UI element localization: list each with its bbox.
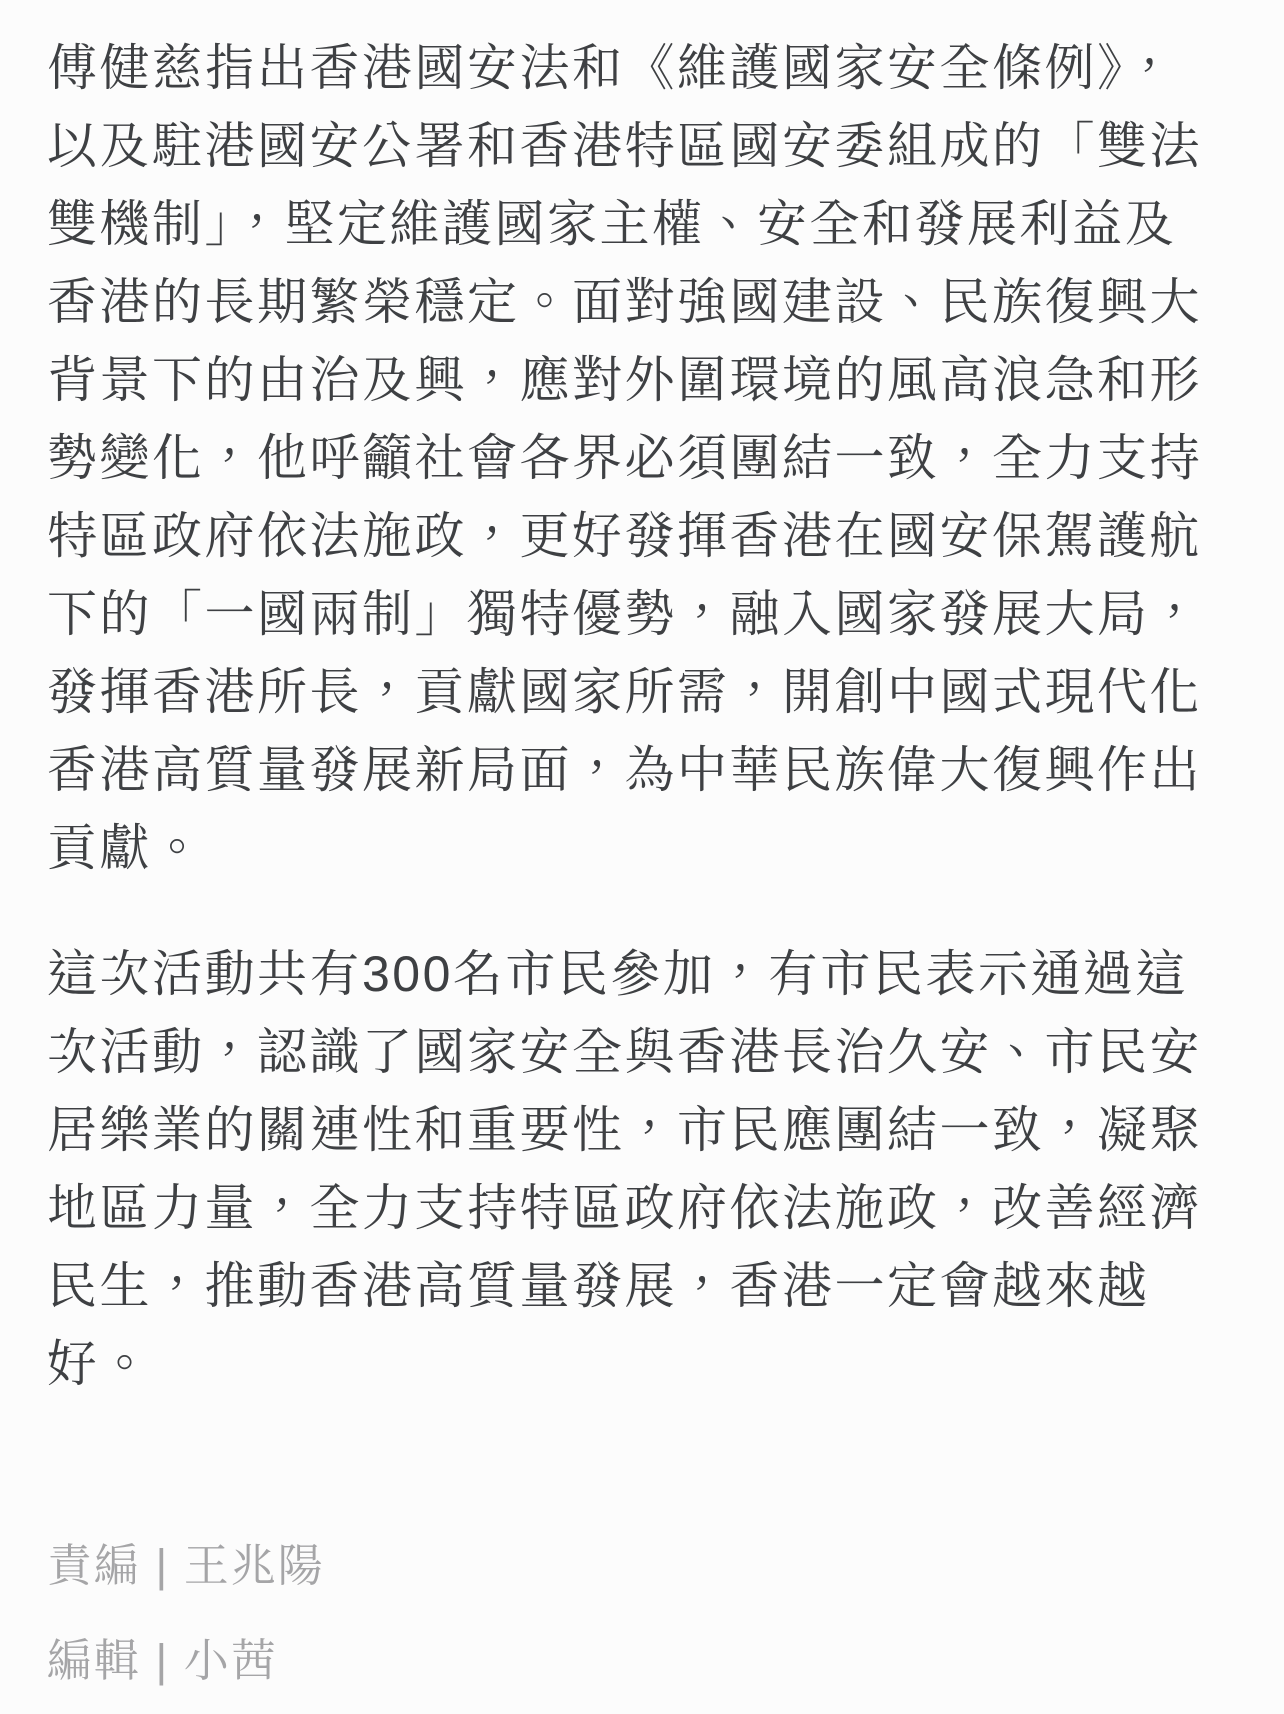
credits-block [47, 1536, 1207, 1691]
article-paragraph: 這次活動共有300名市民參加，有市民表示通過這次活動，認識了國家安全與香港長治久安、市民安居樂業的關連性和重要性，市民應團結一致，凝聚地區力量，全力支持特區政府依法施政，改善經濟民生，推動香港高質量發展，香港一定會越來越好。 [47, 946, 1202, 1392]
article-paragraph: 傅健慈指出香港國安法和《維護國家安全條例》，以及駐港國安公署和香港特區國安委組成的「雙法雙機制」，堅定維護國家主權、安全和發展利益及香港的長期繁榮穩定。面對強國建設、民族復興大背景下的由治及興，應對外圍環境的風高浪急和形勢變化，他呼籲社會各界必須團結一致，全力支持特區政府依法施政，更好發揮香港在國安保駕護航下的「一國兩制」獨特優勢，融入國家發展大局，發揮香港所長，貢獻國家所需，開創中國式現代化香港高質量發展新局面，為中華民族偉大復興作出貢獻。 [47, 40, 1202, 876]
credit-line-editor: 編輯 | 小茜 [47, 1635, 278, 1686]
credit-line-responsible-editor: 責編 | 王兆陽 [47, 1540, 325, 1591]
